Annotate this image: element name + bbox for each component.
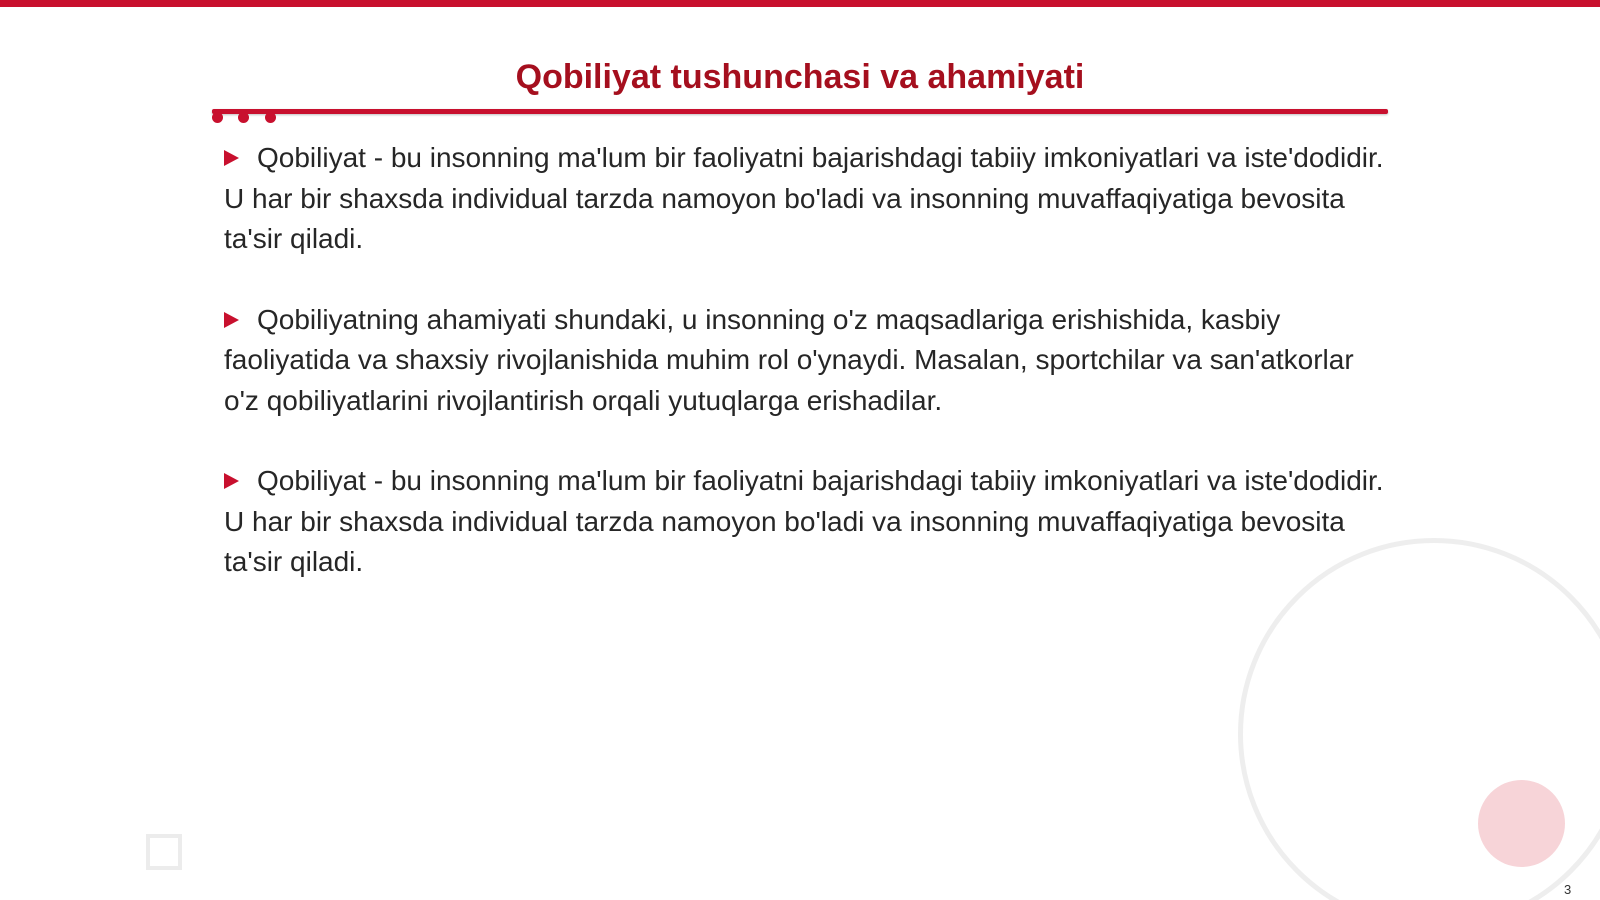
top-accent-bar (0, 0, 1600, 7)
bullet-list (224, 138, 1384, 623)
bullet-text: Qobiliyat - bu insonning ma'lum bir faoliyatni bajarishdagi tabiiy imkoniyatlari va iste'dodidir. U har bir shaxsda individual tarzda namoyon bo'ladi va insonning muvaffaqiyatiga bevosita ta'sir qiladi. (224, 142, 1384, 254)
title-underline (212, 109, 1388, 114)
bullet-text: Qobiliyat - bu insonning ma'lum bir faoliyatni bajarishdagi tabiiy imkoniyatlari va iste'dodidir. U har bir shaxsda individual tarzda namoyon bo'ladi va insonning muvaffaqiyatiga bevosita ta'sir qiladi. (224, 465, 1384, 577)
triangle-right-icon (224, 473, 239, 489)
page-number: 3 (1564, 882, 1572, 897)
bullet-text: Qobiliyatning ahamiyati shundaki, u insonning o'z maqsadlariga erishishida, kasbiy faoliyatida va shaxsiy rivojlanishida muhim rol o'ynaydi. Masalan, sportchilar va san'atkorlar o'z qobiliyatlarini rivojlantirish orqali yutuqlarga erishadilar. (224, 303, 1354, 416)
decorative-circle (1478, 780, 1565, 867)
triangle-right-icon (224, 312, 239, 328)
slide-title: Qobiliyat tushunchasi va ahamiyati (515, 58, 1085, 96)
bullet-item (224, 300, 1384, 422)
bullet-item (224, 461, 1384, 583)
triangle-right-icon (224, 150, 239, 166)
decorative-dot (212, 112, 223, 123)
bullet-item (224, 138, 1384, 260)
decorative-dot (238, 112, 249, 123)
decorative-dot (265, 112, 276, 123)
decorative-square (146, 834, 182, 870)
